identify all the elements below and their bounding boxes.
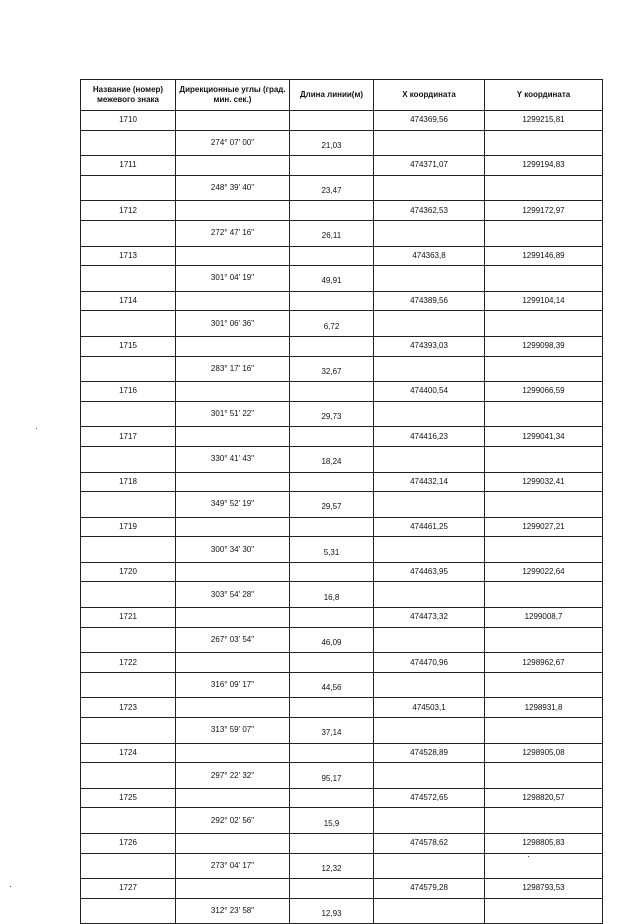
point-name: 1726: [81, 834, 176, 854]
point-name: 1710: [81, 111, 176, 131]
empty-cell: [81, 220, 176, 246]
empty-cell: [176, 653, 290, 673]
bearing-angle: 316° 09' 17": [176, 672, 290, 698]
empty-cell: [374, 492, 485, 518]
bearing-angle: 297° 22' 32": [176, 763, 290, 789]
point-name: 1720: [81, 562, 176, 582]
y-coordinate: 1299022,64: [485, 562, 603, 582]
segment-row: [81, 718, 603, 744]
empty-cell: [485, 537, 603, 563]
empty-cell: [374, 627, 485, 653]
empty-cell: [290, 111, 374, 131]
point-name: 1721: [81, 608, 176, 628]
empty-cell: [81, 356, 176, 382]
empty-cell: [176, 562, 290, 582]
empty-cell: [176, 879, 290, 899]
point-row: [81, 291, 603, 311]
point-row: [81, 517, 603, 537]
line-length: 21,03: [290, 130, 374, 156]
bearing-angle: 301° 06' 36": [176, 311, 290, 337]
point-row: [81, 156, 603, 176]
bearing-angle: 273° 04' 17": [176, 853, 290, 879]
bearing-angle: 292° 02' 56": [176, 808, 290, 834]
segment-row: [81, 537, 603, 563]
empty-cell: [485, 898, 603, 924]
point-row: [81, 562, 603, 582]
empty-cell: [81, 492, 176, 518]
empty-cell: [374, 537, 485, 563]
y-coordinate: 1298793,53: [485, 879, 603, 899]
empty-cell: [485, 853, 603, 879]
empty-cell: [176, 291, 290, 311]
point-name: 1722: [81, 653, 176, 673]
empty-cell: [290, 653, 374, 673]
empty-cell: [176, 834, 290, 854]
empty-cell: [81, 808, 176, 834]
y-coordinate: 1299008,7: [485, 608, 603, 628]
x-coordinate: 474371,07: [374, 156, 485, 176]
segment-row: [81, 266, 603, 292]
y-coordinate: 1298931,8: [485, 698, 603, 718]
empty-cell: [374, 175, 485, 201]
line-length: 23,47: [290, 175, 374, 201]
point-row: [81, 427, 603, 447]
empty-cell: [485, 356, 603, 382]
empty-cell: [485, 175, 603, 201]
empty-cell: [374, 446, 485, 472]
point-name: 1725: [81, 788, 176, 808]
y-coordinate: 1299194,83: [485, 156, 603, 176]
empty-cell: [176, 201, 290, 221]
empty-cell: [176, 517, 290, 537]
empty-cell: [290, 246, 374, 266]
empty-cell: [81, 401, 176, 427]
x-coordinate: 474393,03: [374, 336, 485, 356]
bearing-angle: 312° 23' 58": [176, 898, 290, 924]
point-name: 1713: [81, 246, 176, 266]
empty-cell: [81, 175, 176, 201]
line-length: 15,9: [290, 808, 374, 834]
x-coordinate: 474362,53: [374, 201, 485, 221]
segment-row: [81, 220, 603, 246]
empty-cell: [290, 834, 374, 854]
empty-cell: [176, 156, 290, 176]
empty-cell: [176, 382, 290, 402]
y-coordinate: 1299027,21: [485, 517, 603, 537]
empty-cell: [176, 111, 290, 131]
table-body: [81, 111, 603, 924]
empty-cell: [81, 266, 176, 292]
y-coordinate: 1298820,57: [485, 788, 603, 808]
segment-row: [81, 898, 603, 924]
line-length: 5,31: [290, 537, 374, 563]
point-row: [81, 879, 603, 899]
empty-cell: [176, 427, 290, 447]
empty-cell: [290, 562, 374, 582]
point-row: [81, 608, 603, 628]
x-coordinate: 474473,32: [374, 608, 485, 628]
empty-cell: [290, 879, 374, 899]
y-coordinate: 1299032,41: [485, 472, 603, 492]
segment-row: [81, 311, 603, 337]
empty-cell: [290, 743, 374, 763]
empty-cell: [485, 627, 603, 653]
y-coordinate: 1298962,67: [485, 653, 603, 673]
segment-row: [81, 627, 603, 653]
scan-speck: [528, 856, 529, 857]
empty-cell: [81, 763, 176, 789]
empty-cell: [81, 627, 176, 653]
point-name: 1715: [81, 336, 176, 356]
point-name: 1724: [81, 743, 176, 763]
point-row: [81, 472, 603, 492]
empty-cell: [374, 401, 485, 427]
empty-cell: [290, 201, 374, 221]
point-row: [81, 111, 603, 131]
segment-row: [81, 582, 603, 608]
line-length: 12,93: [290, 898, 374, 924]
empty-cell: [485, 446, 603, 472]
segment-row: [81, 853, 603, 879]
empty-cell: [374, 808, 485, 834]
segment-row: [81, 130, 603, 156]
line-length: 29,73: [290, 401, 374, 427]
x-coordinate: 474432,14: [374, 472, 485, 492]
line-length: 12,32: [290, 853, 374, 879]
empty-cell: [374, 220, 485, 246]
header-point-name: Название (номер) межевого знака: [81, 80, 176, 111]
line-length: 6,72: [290, 311, 374, 337]
x-coordinate: 474461,25: [374, 517, 485, 537]
y-coordinate: 1299104,14: [485, 291, 603, 311]
empty-cell: [81, 130, 176, 156]
empty-cell: [290, 291, 374, 311]
point-row: [81, 246, 603, 266]
point-name: 1717: [81, 427, 176, 447]
empty-cell: [290, 427, 374, 447]
empty-cell: [176, 246, 290, 266]
point-name: 1711: [81, 156, 176, 176]
empty-cell: [374, 718, 485, 744]
bearing-angle: 283° 17' 16": [176, 356, 290, 382]
point-name: 1727: [81, 879, 176, 899]
line-length: 18,24: [290, 446, 374, 472]
empty-cell: [176, 743, 290, 763]
empty-cell: [485, 220, 603, 246]
bearing-angle: 274° 07' 00": [176, 130, 290, 156]
line-length: 44,56: [290, 672, 374, 698]
bearing-angle: 301° 04' 19": [176, 266, 290, 292]
x-coordinate: 474578,62: [374, 834, 485, 854]
line-length: 16,8: [290, 582, 374, 608]
line-length: 29,57: [290, 492, 374, 518]
bearing-angle: 300° 34' 30": [176, 537, 290, 563]
empty-cell: [290, 517, 374, 537]
empty-cell: [176, 336, 290, 356]
y-coordinate: 1299066,59: [485, 382, 603, 402]
x-coordinate: 474389,56: [374, 291, 485, 311]
point-name: 1716: [81, 382, 176, 402]
bearing-angle: 301° 51' 22": [176, 401, 290, 427]
point-name: 1723: [81, 698, 176, 718]
empty-cell: [176, 698, 290, 718]
empty-cell: [81, 582, 176, 608]
point-row: [81, 382, 603, 402]
header-x: X координата: [374, 80, 485, 111]
empty-cell: [485, 492, 603, 518]
empty-cell: [374, 898, 485, 924]
x-coordinate: 474572,65: [374, 788, 485, 808]
point-row: [81, 201, 603, 221]
empty-cell: [485, 808, 603, 834]
x-coordinate: 474463,95: [374, 562, 485, 582]
x-coordinate: 474503,1: [374, 698, 485, 718]
empty-cell: [485, 266, 603, 292]
bearing-angle: 272° 47' 16": [176, 220, 290, 246]
empty-cell: [81, 446, 176, 472]
point-row: [81, 653, 603, 673]
segment-row: [81, 446, 603, 472]
y-coordinate: 1298805,83: [485, 834, 603, 854]
point-name: 1719: [81, 517, 176, 537]
y-coordinate: 1299172,97: [485, 201, 603, 221]
y-coordinate: 1299098,39: [485, 336, 603, 356]
header-length: Длина линии(м): [290, 80, 374, 111]
empty-cell: [374, 853, 485, 879]
point-row: [81, 834, 603, 854]
empty-cell: [485, 401, 603, 427]
empty-cell: [374, 672, 485, 698]
line-length: 37,14: [290, 718, 374, 744]
point-row: [81, 743, 603, 763]
empty-cell: [290, 156, 374, 176]
point-name: 1714: [81, 291, 176, 311]
empty-cell: [290, 382, 374, 402]
empty-cell: [176, 608, 290, 628]
point-name: 1712: [81, 201, 176, 221]
y-coordinate: 1298905,08: [485, 743, 603, 763]
line-length: 32,67: [290, 356, 374, 382]
line-length: 26,11: [290, 220, 374, 246]
empty-cell: [374, 266, 485, 292]
empty-cell: [374, 130, 485, 156]
empty-cell: [485, 718, 603, 744]
empty-cell: [485, 311, 603, 337]
point-row: [81, 788, 603, 808]
segment-row: [81, 672, 603, 698]
empty-cell: [485, 130, 603, 156]
point-name: 1718: [81, 472, 176, 492]
empty-cell: [290, 472, 374, 492]
bearing-angle: 330° 41' 43": [176, 446, 290, 472]
empty-cell: [81, 853, 176, 879]
x-coordinate: 474579,28: [374, 879, 485, 899]
x-coordinate: 474400,54: [374, 382, 485, 402]
segment-row: [81, 175, 603, 201]
empty-cell: [374, 356, 485, 382]
x-coordinate: 474470,96: [374, 653, 485, 673]
empty-cell: [290, 788, 374, 808]
line-length: 49,91: [290, 266, 374, 292]
empty-cell: [81, 718, 176, 744]
empty-cell: [176, 788, 290, 808]
empty-cell: [81, 672, 176, 698]
line-length: 46,09: [290, 627, 374, 653]
empty-cell: [374, 582, 485, 608]
empty-cell: [290, 608, 374, 628]
segment-row: [81, 401, 603, 427]
segment-row: [81, 808, 603, 834]
segment-row: [81, 763, 603, 789]
bearing-angle: 303° 54' 28": [176, 582, 290, 608]
empty-cell: [485, 582, 603, 608]
bearing-angle: 313° 59' 07": [176, 718, 290, 744]
empty-cell: [374, 763, 485, 789]
empty-cell: [485, 672, 603, 698]
empty-cell: [374, 311, 485, 337]
header-bearing: Дирекционные углы (град. мин. сек.): [176, 80, 290, 111]
segment-row: [81, 492, 603, 518]
x-coordinate: 474416,23: [374, 427, 485, 447]
x-coordinate: 474363,8: [374, 246, 485, 266]
empty-cell: [81, 311, 176, 337]
x-coordinate: 474528,89: [374, 743, 485, 763]
empty-cell: [485, 763, 603, 789]
empty-cell: [81, 537, 176, 563]
x-coordinate: 474369,56: [374, 111, 485, 131]
bearing-angle: 248° 39' 40": [176, 175, 290, 201]
point-row: [81, 698, 603, 718]
y-coordinate: 1299215,81: [485, 111, 603, 131]
bearing-angle: 349° 52' 19": [176, 492, 290, 518]
segment-row: [81, 356, 603, 382]
header-y: Y координата: [485, 80, 603, 111]
bearing-angle: 267° 03' 54": [176, 627, 290, 653]
empty-cell: [176, 472, 290, 492]
empty-cell: [290, 698, 374, 718]
y-coordinate: 1299146,89: [485, 246, 603, 266]
empty-cell: [81, 898, 176, 924]
boundary-coordinates-table: [80, 79, 603, 924]
table-header-row: [81, 80, 603, 111]
scan-speck: [10, 886, 11, 887]
line-length: 95,17: [290, 763, 374, 789]
point-row: [81, 336, 603, 356]
y-coordinate: 1299041,34: [485, 427, 603, 447]
scan-speck: [36, 428, 37, 429]
empty-cell: [290, 336, 374, 356]
